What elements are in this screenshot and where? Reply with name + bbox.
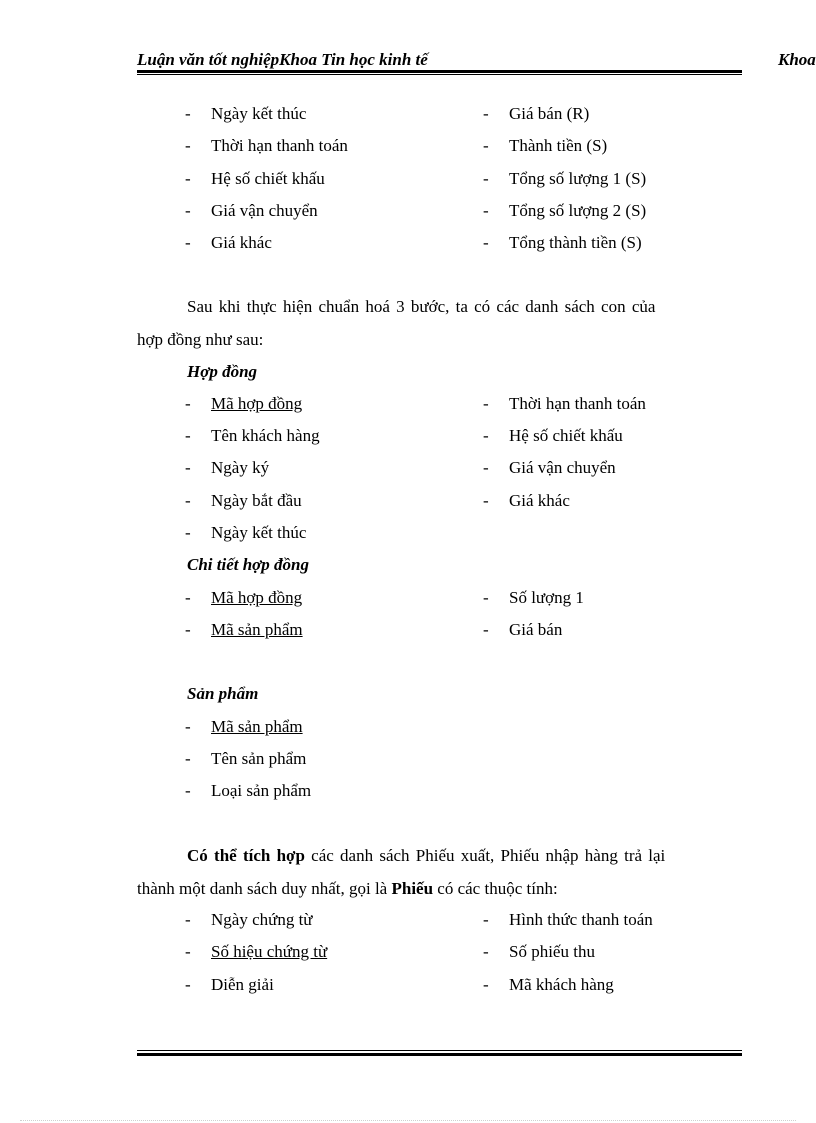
footer-rule-thin	[137, 1050, 742, 1051]
header-rule-thick	[137, 70, 742, 73]
footer-rule-thick	[137, 1053, 742, 1056]
section-heading-chi-tiet: Chi tiết hợp đồng	[187, 555, 310, 574]
section-heading-san-pham: Sản phẩm	[187, 684, 259, 703]
header-title: Luận văn tốt nghiệpKhoa Tin học kinh tế	[137, 50, 428, 69]
page-edge-dotted-line	[20, 1120, 796, 1121]
header-rule-thin	[137, 74, 742, 75]
header-title-right: Khoa	[778, 50, 816, 69]
section-heading-hop-dong: Hợp đồng	[187, 362, 258, 381]
